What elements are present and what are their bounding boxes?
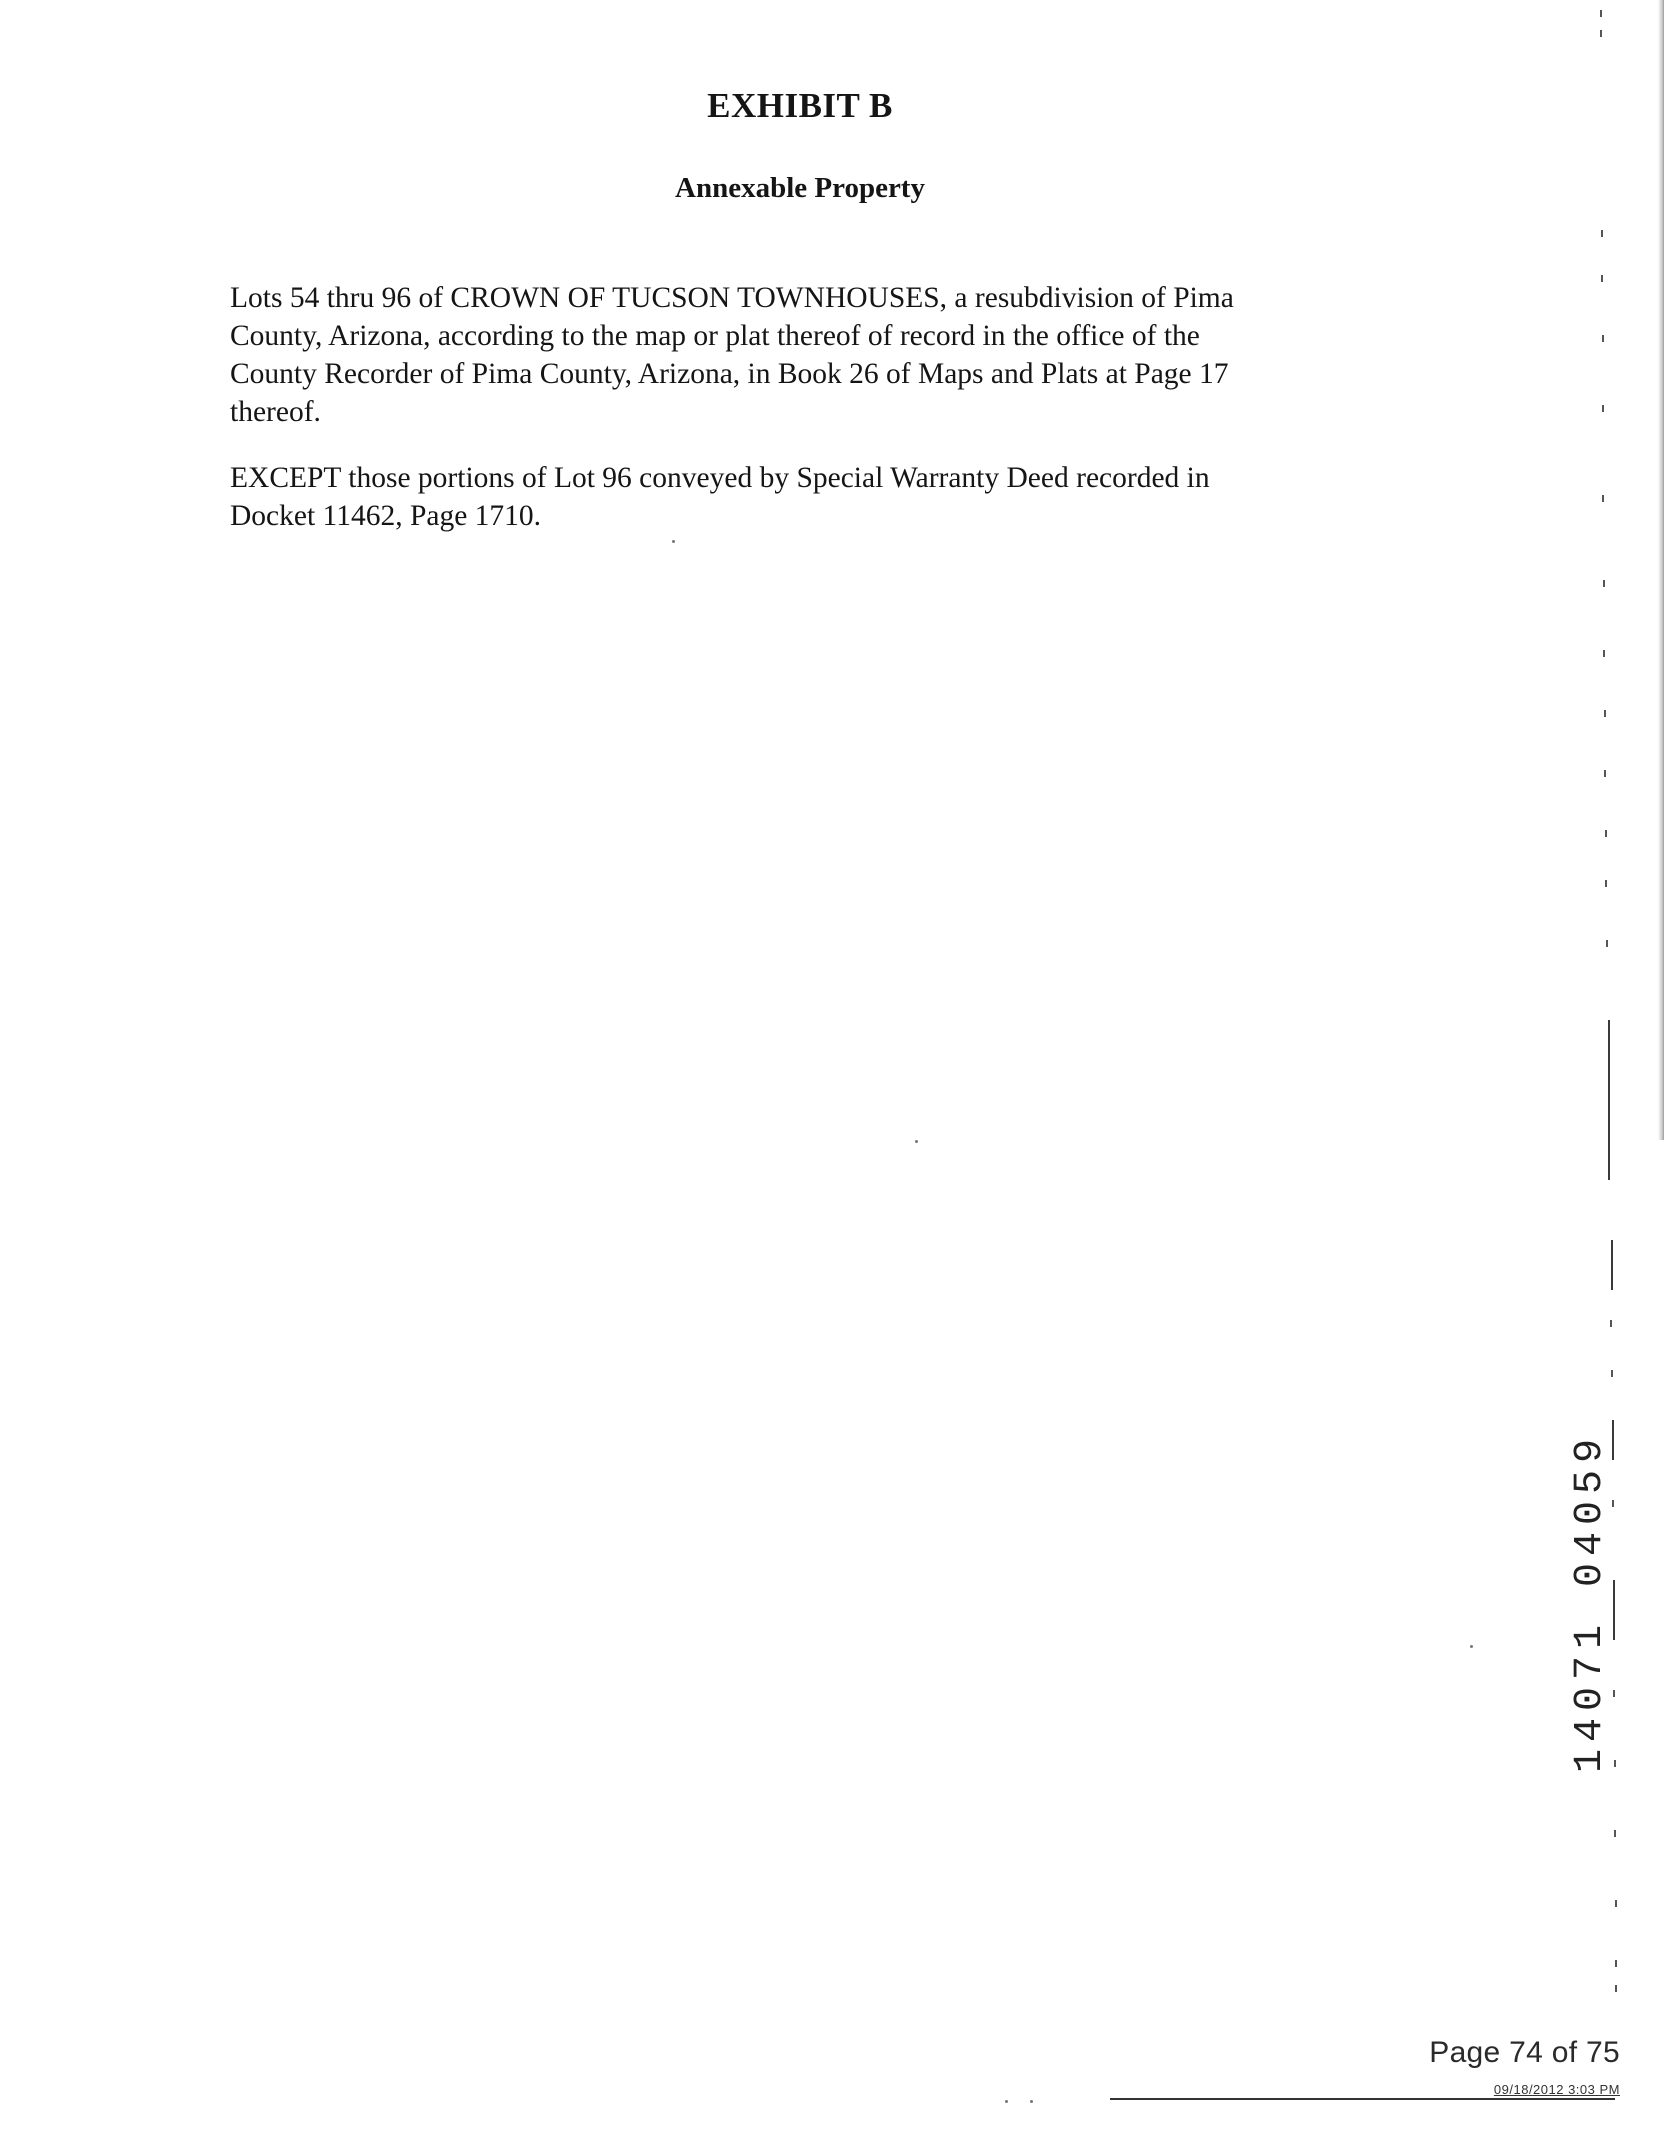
scan-dash [1600, 30, 1602, 37]
paragraph-line: County Recorder of Pima County, Arizona, in Book 26 of Maps and Plats at Page 17 [230, 358, 1229, 390]
scan-dash [1604, 770, 1606, 777]
scan-speck [1005, 2100, 1008, 2103]
paragraph-line: Docket 11462, Page 1710. [230, 500, 542, 532]
scan-dash [1605, 830, 1607, 837]
recording-stamp: 14071 04059 [1568, 1431, 1613, 1773]
scan-dash [1615, 1985, 1617, 1992]
exception-paragraph [230, 459, 1350, 535]
footer-timestamp: 09/18/2012 3:03 PM [1493, 2082, 1620, 2097]
paragraph-line: thereof. [230, 396, 321, 428]
footer-rule [1110, 2098, 1615, 2100]
scan-dash [1601, 275, 1603, 282]
paragraph-line: EXCEPT those portions of Lot 96 conveyed by Special Warranty Deed recorded in [230, 462, 1210, 494]
scan-dash [1606, 940, 1608, 947]
scan-edge-shadow [1658, 0, 1664, 1140]
page-number: Page 74 of 75 [1429, 2036, 1620, 2069]
scan-dash [1602, 405, 1604, 412]
scan-dash [1603, 650, 1605, 657]
scan-margin-line [1613, 1580, 1615, 1640]
scan-dash [1615, 1960, 1617, 1967]
scan-dash [1602, 495, 1604, 502]
paragraph-line: County, Arizona, according to the map or plat thereof of record in the office of the [230, 320, 1200, 352]
scan-dash [1602, 335, 1604, 342]
scan-dash [1614, 1760, 1616, 1767]
scan-dash [1611, 1370, 1613, 1377]
scan-dash [1610, 1320, 1612, 1327]
scan-dash [1601, 230, 1603, 237]
legal-description-paragraph [230, 279, 1350, 431]
scan-speck [1470, 1645, 1473, 1648]
scan-dash [1600, 10, 1602, 17]
exhibit-title: EXHIBIT B [707, 86, 893, 125]
scan-dash [1613, 1690, 1615, 1697]
scan-dash [1614, 1830, 1616, 1837]
paragraph-line: Lots 54 thru 96 of CROWN OF TUCSON TOWNHOUSES, a resubdivision of Pima [230, 282, 1234, 314]
scan-speck [672, 540, 675, 543]
scan-dash [1603, 580, 1605, 587]
scan-dash [1604, 710, 1606, 717]
scan-margin-line [1611, 1240, 1613, 1290]
scan-dash [1615, 1900, 1617, 1907]
scan-dash [1605, 880, 1607, 887]
exhibit-subtitle: Annexable Property [675, 172, 925, 204]
scan-speck [915, 1140, 918, 1143]
scan-margin-line [1608, 1020, 1610, 1180]
scan-speck [1030, 2100, 1033, 2103]
